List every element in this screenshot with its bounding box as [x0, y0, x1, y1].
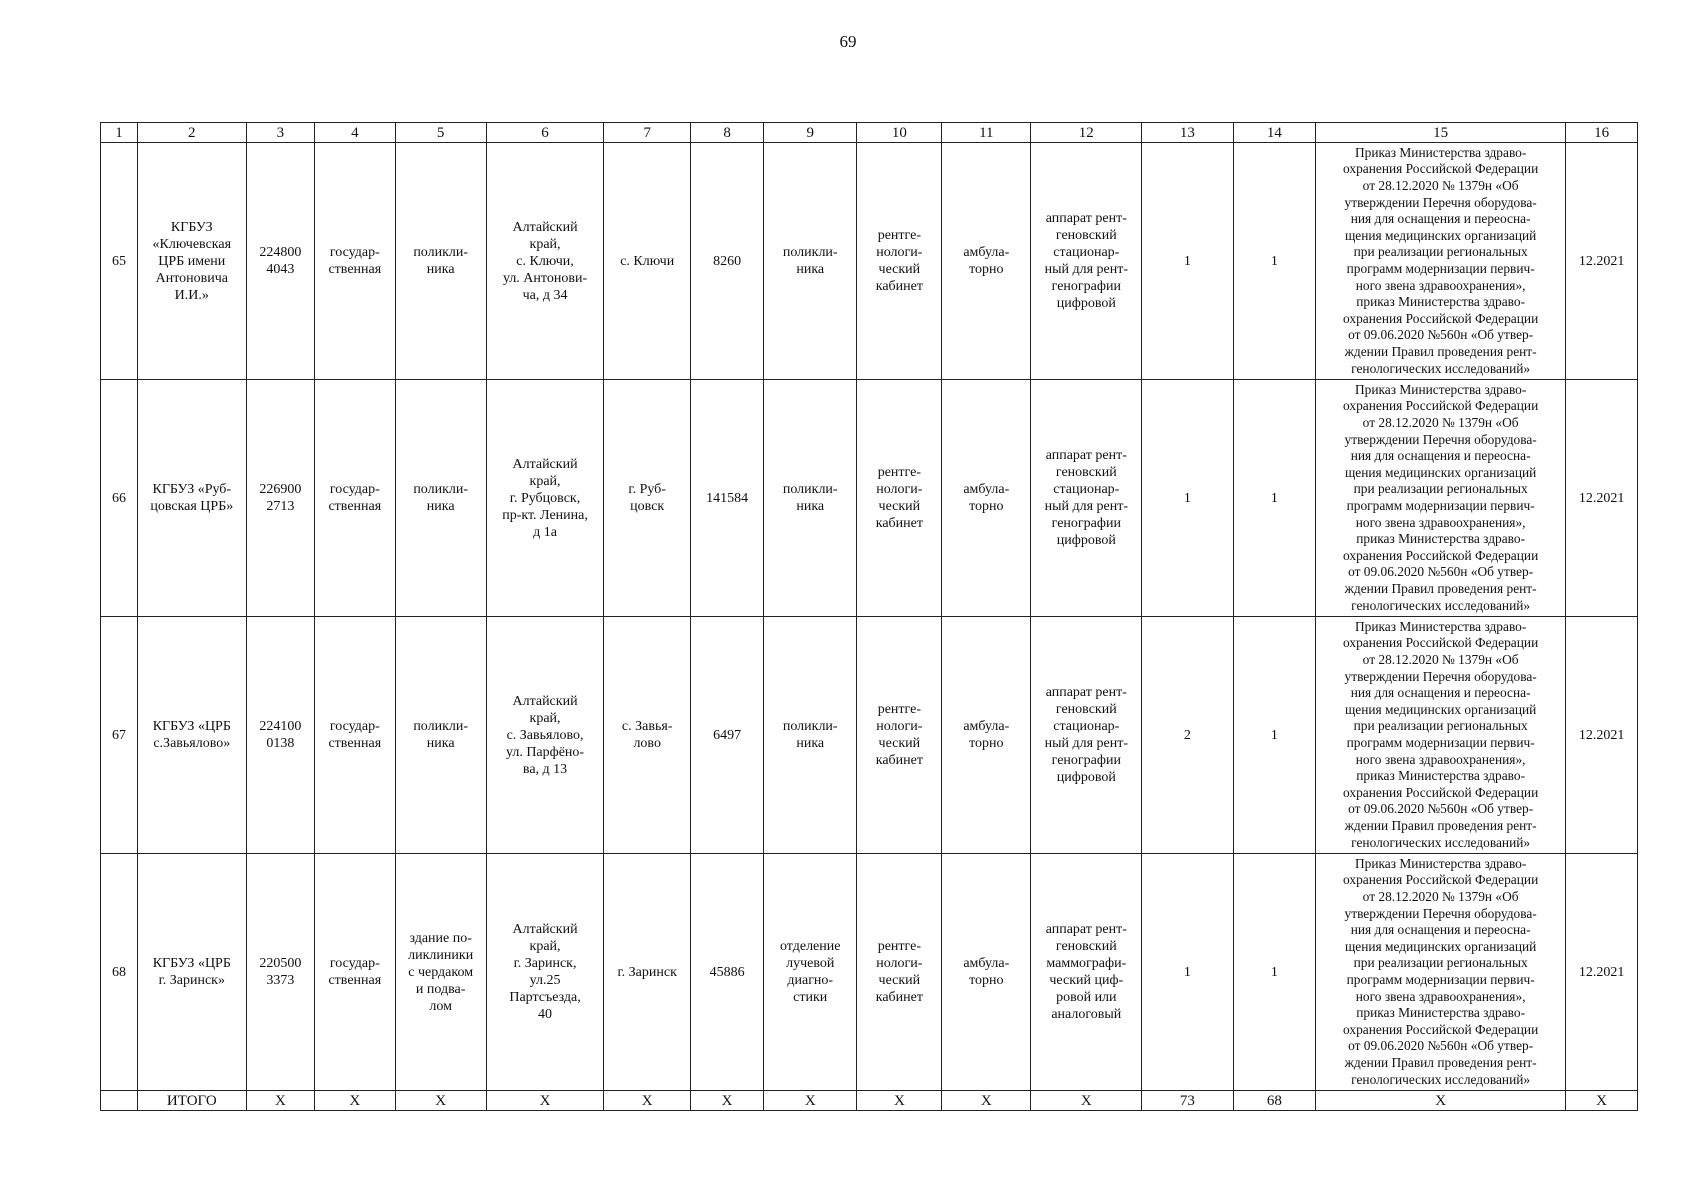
- quantity-13: 2: [1142, 617, 1233, 854]
- equipment-table: [100, 122, 1638, 1111]
- organization-name: КГБУЗ «Руб- цовская ЦРБ»: [137, 380, 246, 617]
- room-type: рентге- нологи- ческий кабинет: [857, 617, 942, 854]
- legal-basis: Приказ Министерства здраво- охранения Российской Федерации от 28.12.2020 № 1379н «Об утверждении Перечня оборудова- ния для оснащения и переосна- щения медицинских организаций при реализации региональных программ модернизации первич- ного звена здравоохранения», приказ Министерства здраво- охранения Российской Федерации от 09.06.2020 №560н «Об утвер- ждении Правил проведения рент- генологических исследований»: [1316, 617, 1566, 854]
- ownership-form: государ- ственная: [315, 380, 395, 617]
- population: 8260: [691, 143, 764, 380]
- quantity-14: 1: [1233, 143, 1316, 380]
- legal-basis: Приказ Министерства здраво- охранения Российской Федерации от 28.12.2020 № 1379н «Об утверждении Перечня оборудова- ния для оснащения и переосна- щения медицинских организаций при реализации региональных программ модернизации первич- ного звена здравоохранения», приказ Министерства здраво- охранения Российской Федерации от 09.06.2020 №560н «Об утвер- ждении Правил проведения рент- генологических исследований»: [1316, 854, 1566, 1091]
- row-number: 66: [101, 380, 138, 617]
- column-header-6: 6: [486, 123, 603, 143]
- column-header-11: 11: [942, 123, 1031, 143]
- page-number: 69: [839, 32, 857, 51]
- table-row: [101, 854, 1638, 1091]
- equipment-name: аппарат рент- геновский стационар- ный для рент- генографии цифровой: [1031, 617, 1142, 854]
- settlement: с. Завья- лово: [604, 617, 691, 854]
- column-header-4: 4: [315, 123, 395, 143]
- care-conditions: амбула- торно: [942, 854, 1031, 1091]
- total-cell-6: Х: [486, 1091, 603, 1111]
- total-cell-10: Х: [857, 1091, 942, 1111]
- total-cell-8: Х: [691, 1091, 764, 1111]
- room-type: рентге- нологи- ческий кабинет: [857, 143, 942, 380]
- total-cell-16: Х: [1566, 1091, 1638, 1111]
- address: Алтайский край, с. Завьялово, ул. Парфёно- ва, д 13: [486, 617, 603, 854]
- column-header-9: 9: [764, 123, 857, 143]
- column-header-14: 14: [1233, 123, 1316, 143]
- room-type: рентге- нологи- ческий кабинет: [857, 380, 942, 617]
- quantity-13: 1: [1142, 380, 1233, 617]
- table-row: [101, 143, 1638, 380]
- column-header-8: 8: [691, 123, 764, 143]
- total-label: ИТОГО: [137, 1091, 246, 1111]
- population: 6497: [691, 617, 764, 854]
- total-cell-9: Х: [764, 1091, 857, 1111]
- total-cell-11: Х: [942, 1091, 1031, 1111]
- total-cell-7: Х: [604, 1091, 691, 1111]
- row-number: 65: [101, 143, 138, 380]
- organization-code: 224800 4043: [246, 143, 314, 380]
- settlement: г. Руб- цовск: [604, 380, 691, 617]
- ownership-form: государ- ственная: [315, 854, 395, 1091]
- row-number: 67: [101, 617, 138, 854]
- department: поликли- ника: [764, 617, 857, 854]
- total-quantity-14: 68: [1233, 1091, 1316, 1111]
- column-header-12: 12: [1031, 123, 1142, 143]
- column-header-10: 10: [857, 123, 942, 143]
- quantity-14: 1: [1233, 617, 1316, 854]
- department: отделение лучевой диагно- стики: [764, 854, 857, 1091]
- address: Алтайский край, г. Заринск, ул.25 Партсъезда, 40: [486, 854, 603, 1091]
- total-row: [101, 1091, 1638, 1111]
- deadline: 12.2021: [1566, 143, 1638, 380]
- settlement: с. Ключи: [604, 143, 691, 380]
- column-header-3: 3: [246, 123, 314, 143]
- total-cell-3: Х: [246, 1091, 314, 1111]
- care-conditions: амбула- торно: [942, 143, 1031, 380]
- column-header-16: 16: [1566, 123, 1638, 143]
- building-type: здание по- ликлиники с чердаком и подва- лом: [395, 854, 486, 1091]
- column-header-15: 15: [1316, 123, 1566, 143]
- department: поликли- ника: [764, 380, 857, 617]
- column-header-5: 5: [395, 123, 486, 143]
- building-type: поликли- ника: [395, 617, 486, 854]
- column-header-7: 7: [604, 123, 691, 143]
- total-cell-1: [101, 1091, 138, 1111]
- deadline: 12.2021: [1566, 617, 1638, 854]
- table-row: [101, 380, 1638, 617]
- deadline: 12.2021: [1566, 380, 1638, 617]
- room-type: рентге- нологи- ческий кабинет: [857, 854, 942, 1091]
- address: Алтайский край, г. Рубцовск, пр-кт. Ленина, д 1а: [486, 380, 603, 617]
- organization-name: КГБУЗ «Ключевская ЦРБ имени Антоновича И.И.»: [137, 143, 246, 380]
- settlement: г. Заринск: [604, 854, 691, 1091]
- column-header-13: 13: [1142, 123, 1233, 143]
- table-row: [101, 617, 1638, 854]
- total-cell-12: Х: [1031, 1091, 1142, 1111]
- total-quantity-13: 73: [1142, 1091, 1233, 1111]
- organization-name: КГБУЗ «ЦРБ с.Завьялово»: [137, 617, 246, 854]
- column-header-2: 2: [137, 123, 246, 143]
- organization-name: КГБУЗ «ЦРБ г. Заринск»: [137, 854, 246, 1091]
- deadline: 12.2021: [1566, 854, 1638, 1091]
- total-cell-5: Х: [395, 1091, 486, 1111]
- organization-code: 226900 2713: [246, 380, 314, 617]
- legal-basis: Приказ Министерства здраво- охранения Российской Федерации от 28.12.2020 № 1379н «Об утверждении Перечня оборудова- ния для оснащения и переосна- щения медицинских организаций при реализации региональных программ модернизации первич- ного звена здравоохранения», приказ Министерства здраво- охранения Российской Федерации от 09.06.2020 №560н «Об утвер- ждении Правил проведения рент- генологических исследований»: [1316, 380, 1566, 617]
- column-header-1: 1: [101, 123, 138, 143]
- equipment-name: аппарат рент- геновский маммографи- ческий циф- ровой или аналоговый: [1031, 854, 1142, 1091]
- equipment-name: аппарат рент- геновский стационар- ный для рент- генографии цифровой: [1031, 380, 1142, 617]
- organization-code: 224100 0138: [246, 617, 314, 854]
- total-cell-15: Х: [1316, 1091, 1566, 1111]
- header-row: [101, 123, 1638, 143]
- population: 141584: [691, 380, 764, 617]
- ownership-form: государ- ственная: [315, 143, 395, 380]
- building-type: поликли- ника: [395, 380, 486, 617]
- total-cell-4: Х: [315, 1091, 395, 1111]
- equipment-name: аппарат рент- геновский стационар- ный для рент- генографии цифровой: [1031, 143, 1142, 380]
- quantity-14: 1: [1233, 854, 1316, 1091]
- quantity-14: 1: [1233, 380, 1316, 617]
- legal-basis: Приказ Министерства здраво- охранения Российской Федерации от 28.12.2020 № 1379н «Об утверждении Перечня оборудова- ния для оснащения и переосна- щения медицинских организаций при реализации региональных программ модернизации первич- ного звена здравоохранения», приказ Министерства здраво- охранения Российской Федерации от 09.06.2020 №560н «Об утвер- ждении Правил проведения рент- генологических исследований»: [1316, 143, 1566, 380]
- quantity-13: 1: [1142, 143, 1233, 380]
- department: поликли- ника: [764, 143, 857, 380]
- address: Алтайский край, с. Ключи, ул. Антонови- ча, д 34: [486, 143, 603, 380]
- care-conditions: амбула- торно: [942, 617, 1031, 854]
- row-number: 68: [101, 854, 138, 1091]
- quantity-13: 1: [1142, 854, 1233, 1091]
- ownership-form: государ- ственная: [315, 617, 395, 854]
- organization-code: 220500 3373: [246, 854, 314, 1091]
- building-type: поликли- ника: [395, 143, 486, 380]
- care-conditions: амбула- торно: [942, 380, 1031, 617]
- population: 45886: [691, 854, 764, 1091]
